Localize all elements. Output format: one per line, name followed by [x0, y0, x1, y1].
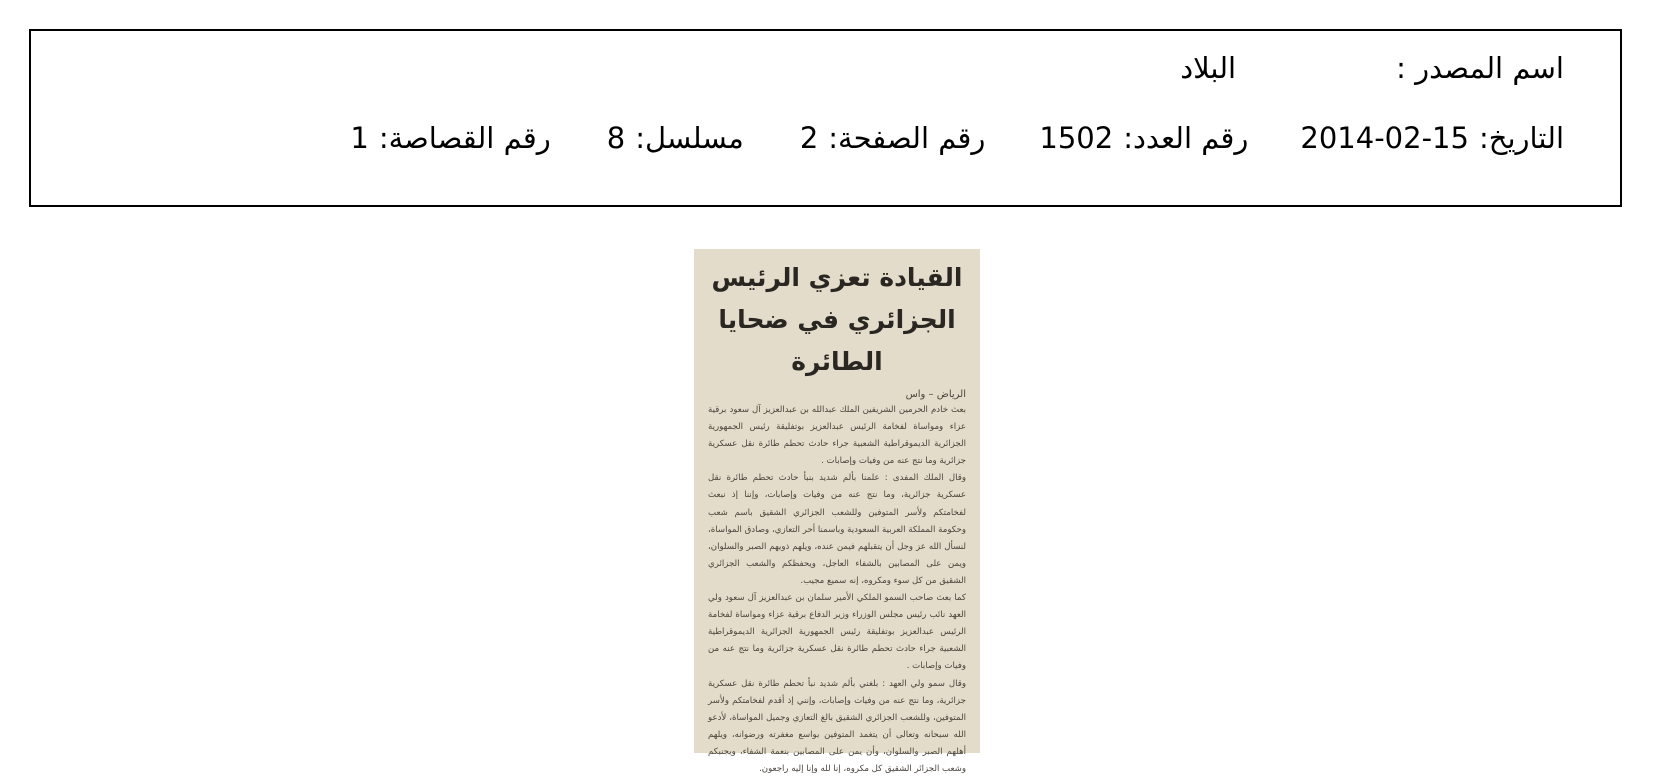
- page-field: [800, 121, 986, 155]
- date-field: [1300, 121, 1564, 155]
- headline-line-2: الجزائري في ضحايا الطائرة: [708, 299, 966, 383]
- article-paragraph-2: وقال الملك المفدى : علمنا بألم شديد بنبأ حادث تحطم طائرة نقل عسكرية جزائرية، وما نتج عنه من وفيات وإصابات، وإننا إذ نبعث لفخامتكم ولأسر المتوفين وللشعب الجزائري الشقيق باسم شعب وحكومة المملكة العربية السعودية وباسمنا أحر التعازي، وصادق المواساة، لنسأل الله عز وجل أن يتقبلهم فيمن عنده، ويلهم ذويهم الصبر والسلوان، ويمن على المصابين بالشفاء العاجل، ويحفظكم والشعب الجزائري الشقيق من كل سوء ومكروه، إنه سميع مجيب.: [708, 470, 966, 590]
- clip-label: رقم القصاصة:: [379, 121, 551, 155]
- source-label: اسم المصدر :: [1396, 51, 1564, 85]
- serial-field: [607, 121, 744, 155]
- article-paragraph-3: كما بعث صاحب السمو الملكي الأمير سلمان بن عبدالعزيز آل سعود ولي العهد نائب رئيس مجلس الوزراء وزير الدفاع برقية عزاء ومواساة لفخامة الرئيس عبدالعزيز بوتفليقة رئيس الجمهورية الجزائرية الديموقراطية الشعبية جراء حادث تحطم طائرة نقل عسكرية جزائرية وما نتج عنه من وفيات وإصابات .: [708, 590, 966, 675]
- source-row: [1180, 51, 1564, 85]
- metadata-box: [29, 29, 1622, 207]
- page-label: رقم الصفحة:: [828, 121, 985, 155]
- clip-field: [350, 121, 550, 155]
- article-paragraph-4: وقال سمو ولي العهد : بلغني بألم شديد نبأ تحطم طائرة نقل عسكرية جزائرية، وما نتج عنه من وفيات وإصابات، وإنني إذ أقدم لفخامتكم ولأسر المتوفين، وللشعب الجزائري الشقيق بالغ التعازي وجميل المواساة، لأدعو الله سبحانه وتعالى أن يتغمد المتوفين بواسع مغفرته ورضوانه، ويلهم أهلهم الصبر والسلوان، وأن يمن على المصابين بنعمة الشفاء، ويجنبكم وشعب الجزائر الشقيق كل مكروه، إنا لله وإنا إليه راجعون.: [708, 676, 966, 778]
- page-value: 2: [800, 121, 818, 155]
- date-label: التاريخ:: [1479, 121, 1564, 155]
- newspaper-clipping: [694, 249, 980, 753]
- issue-value: 1502: [1039, 121, 1113, 155]
- source-field: [1180, 51, 1564, 85]
- details-row: [350, 121, 1564, 155]
- source-value: البلاد: [1180, 51, 1236, 85]
- issue-label: رقم العدد:: [1123, 121, 1248, 155]
- date-value: 2014-02-15: [1300, 121, 1469, 155]
- headline-line-1: القيادة تعزي الرئيس: [708, 257, 966, 299]
- clip-value: 1: [350, 121, 368, 155]
- serial-value: 8: [607, 121, 625, 155]
- dateline: الرياض – واس: [708, 387, 966, 402]
- issue-field: [1039, 121, 1248, 155]
- serial-label: مسلسل:: [635, 121, 744, 155]
- article-paragraph-1: بعث خادم الحرمين الشريفين الملك عبدالله بن عبدالعزيز آل سعود برقية عزاء ومواساة لفخامة الرئيس عبدالعزيز بوتفليقة رئيس الجمهورية الجزائرية الديموقراطية الشعبية جراء حادث تحطم طائرة نقل عسكرية جزائرية وما نتج عنه من وفيات وإصابات .: [708, 402, 966, 470]
